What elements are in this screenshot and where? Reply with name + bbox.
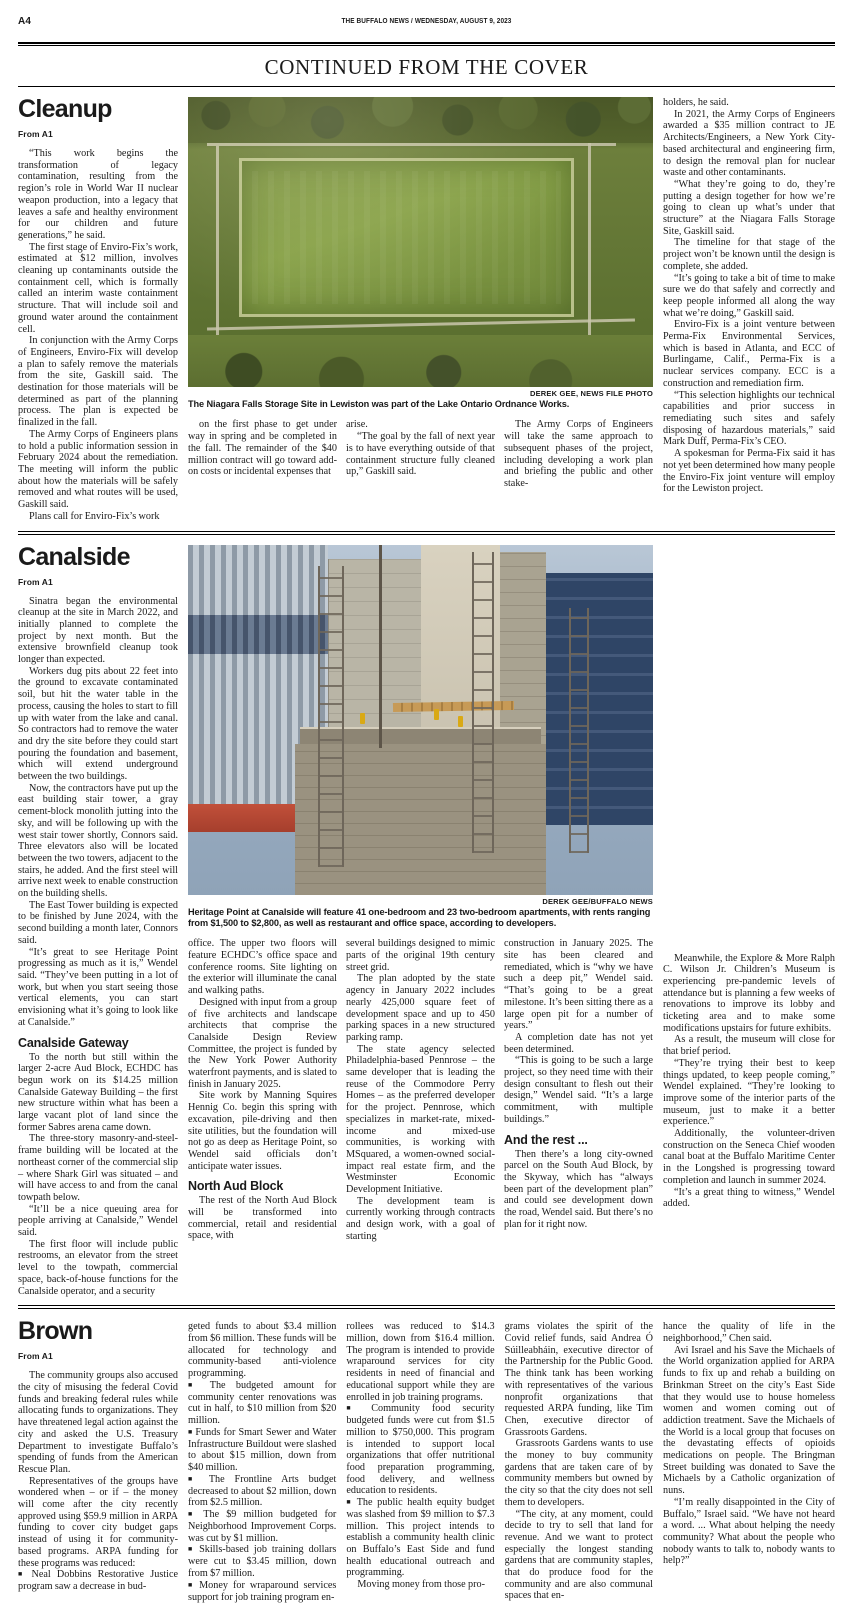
photo-caption: Heritage Point at Canalside will feature 41 one-bedroom and 23 two-bedroom apartments, with rents ranging from $1,500 to $2,800, as well as restaurant and office space, according to developers. bbox=[188, 906, 651, 928]
paragraph: The timeline for that stage of the project won’t be known until the design is complete, she added. bbox=[663, 237, 835, 272]
paragraph: The Army Corps of Engineers will take the same approach to subsequent phases of the project, including developing a work plan and briefing the public and other stake- bbox=[504, 419, 653, 489]
paragraph: geted funds to about $3.4 million from $6 million. These funds will be allocated for technology and community-based anti-violence programming. bbox=[188, 1321, 337, 1380]
paragraph: Moving money from those pro- bbox=[357, 1579, 485, 1591]
cleanup-column-2 bbox=[188, 419, 337, 489]
canalside-section-rule bbox=[18, 1305, 835, 1306]
folio-page-number: A4 bbox=[18, 15, 32, 27]
paragraph: The development team is currently working through contracts and design work, with a goal of starting bbox=[346, 1195, 495, 1242]
bullet-item: ■ The Frontline Arts budget decreased to about $2 million, down from $2.5 million. bbox=[188, 1474, 336, 1509]
bullet-item: ■ Neal Dobbins Restorative Justice program saw a decrease in bud- bbox=[18, 1569, 178, 1593]
bullet-item: ■ The public health equity budget was slashed from $9 million to $7.3 million. This project intends to establish a community health clinic on Buffalo’s East Side and fund health educational outreach and programming. bbox=[346, 1497, 494, 1579]
cleanup-column-5 bbox=[663, 97, 835, 523]
paragraph: Grassroots Gardens wants to use the money to buy community gardens that are taken care of by community members but owned by the city so that the city does not sell them to developers. bbox=[504, 1438, 653, 1508]
paragraph: Then there’s a long city-owned parcel on the South Aud Block, by the Skyway, which has “always been part of the development plan” and could see development down the road, Wendel said. But there’s no plan for it right now. bbox=[504, 1148, 653, 1230]
paragraph: The community groups also accused the city of misusing the federal Covid funds and breaking federal rules while allocating funds to organizations. They have threatened legal action against the city and asked the U.S. Treasury Department to investigate Buffalo’s spending of funds from the American Rescue Plan. bbox=[18, 1370, 178, 1475]
paragraph: Meanwhile, the Explore & More Ralph C. Wilson Jr. Children’s Museum is experiencing pre-pandemic levels of attendance but is planning a few weeks of renovations to improve its lobby and ticketing area and to make some modifications upstairs for future exhibits. bbox=[663, 952, 835, 1034]
article-canalside bbox=[18, 535, 835, 1298]
paragraph: “I’m really disappointed in the City of Buffalo,” Israel said. “We have not heard a word. ... What about helping the needy community? What about the people who nobody wants to talk to, nobody wants to help?” bbox=[662, 1496, 835, 1567]
paragraph: hance the quality of life in the neighborhood,” Chen said. bbox=[662, 1321, 835, 1344]
paragraph: As a result, the museum will close for that brief period. bbox=[663, 1034, 835, 1058]
worker-figure bbox=[458, 716, 463, 727]
masthead bbox=[18, 0, 835, 42]
paragraph: “They’re trying their best to keep things updated, to keep people coming,” Wendel explained. “They’re looking to improve some of the interior parts of the museum, just to make it a better experience.” bbox=[663, 1057, 835, 1128]
brown-headline: Brown bbox=[18, 1317, 93, 1346]
photo-credit bbox=[188, 387, 653, 399]
paragraph: “It’s great to see Heritage Point progressing as much as it is,” Wendel said. “They’ve been putting in a lot of work, but when you start seeing those vertical elements, you can start envisioning what it’s going to look like at Canalside.” bbox=[18, 946, 178, 1028]
paragraph: Avi Israel and his Save the Michaels of the World organization applied for ARPA funds to fix up and rehab a building on Brinkman Street on the city’s East Side that they would use to house homeless women and women coming out of addiction treatment. Save the Michaels of the World is a local group that focuses on the devastating effects of opioids medications on people. The Bringman Street building was donated to Save the Michaels by a Catholic organization of nuns. bbox=[662, 1344, 835, 1497]
cleanup-fromline: From A1 bbox=[18, 129, 53, 139]
brown-column-1 bbox=[18, 1319, 178, 1603]
paragraph: “It’ll be a nice queuing area for people arriving at Canalside,” Wendel said. bbox=[18, 1203, 178, 1239]
paragraph: holders, he said. bbox=[663, 97, 729, 108]
paragraph: on the first phase to get under way in spring and be completed in the fall. The remainder of the $40 million contract will go toward add-on costs or incidental expenses that bbox=[188, 419, 337, 478]
bullet-item: ■ Skills-based job training dollars were cut to $3.45 million, down from $7 million. bbox=[188, 1544, 336, 1579]
paragraph: “It’s going to take a bit of time to make sure we do that safely and correctly and keep people informed all along the way what we’re doing,” Gaskill said. bbox=[663, 272, 835, 319]
paragraph: grams violates the spirit of the Covid relief funds, said Andrea Ó Súilleabháin, executive director of the Partnership for the Public Good. The think tank has been working with representatives of the various nonprofit organizations that requested ARPA funding, like Tim Chen, executive director of Grassroots Gardens. bbox=[504, 1321, 653, 1438]
paragraph: rollees was reduced to $14.3 million, down from $16.4 million. The program is intended to provide wraparound services for city residents in need of financial and educational support while they are enrolled in job training programs. bbox=[346, 1321, 495, 1403]
paragraph: A spokesman for Perma-Fix said it has not yet been determined how many people the Enviro-Fix joint venture will employ for the Lewiston project. bbox=[663, 448, 835, 495]
photo-caption: The Niagara Falls Storage Site in Lewiston was part of the Lake Ontario Ordnance Works. bbox=[188, 399, 570, 409]
worker-figure bbox=[360, 713, 365, 724]
brown-column-2 bbox=[188, 1319, 336, 1603]
paragraph: “This work begins the transformation of legacy contamination, resulting from the region’s role in World War II nuclear weapon production, into a legacy that leaves a safe and healthy environment for our children and future generations,” he said. bbox=[18, 148, 178, 241]
paragraph: The East Tower building is expected to be finished by June 2024, with the second building a month later, Connors said. bbox=[18, 899, 178, 946]
bullet-item: ■ The budgeted amount for community center renovations was cut in half, to $10 million from $20 million. bbox=[188, 1380, 336, 1427]
paragraph: The plan adopted by the state agency in January 2022 includes nearly 425,000 square feet of development space and up to 450 parking spaces in a new structured parking ramp. bbox=[346, 973, 495, 1043]
paragraph: Designed with input from a group of five architects and landscape architects that comprise the Canalside Design Review Committee, the project is funded by the New York Power Authority waterfront payments, and is slated to finish in January 2025. bbox=[188, 996, 337, 1090]
paragraph: Representatives of the groups have wondered when – or if – the money will come after the city recently approved using $59.9 million in ARPA funding to cover city budget gaps instead of using it for community-based programs. ARPA funding for these programs was reduced: bbox=[18, 1475, 178, 1569]
paragraph: office. The upper two floors will feature ECHDC’s office space and conference rooms. Site lighting on the exterior will illuminate the canal and walking paths. bbox=[188, 938, 337, 997]
cleanup-section-rule bbox=[18, 531, 835, 532]
paragraph: In conjunction with the Army Corps of Engineers, Enviro-Fix will develop a plan to safely remove the materials from the site, Gaskill said. The destination for those materials will be determined as part of the planning process. The plan is expected be finalized in the fall. bbox=[18, 335, 178, 429]
canalside-column-5 bbox=[663, 545, 835, 1298]
brown-column-5 bbox=[663, 1319, 835, 1603]
canalside-column-2 bbox=[188, 938, 337, 1242]
paragraph: The first stage of Enviro-Fix’s work, estimated at $12 million, involves cleaning up contaminants outside the containment cell, which is formally called an interim waste containment structure. That will include soil and ground water around the containment cell. bbox=[18, 241, 178, 335]
paragraph: In 2021, the Army Corps of Engineers awarded a $35 million contract to JE Architects/Engineers, a New York City-based architectural and engineering firm, to design the removal plan for nuclear waste and other contaminants. bbox=[663, 108, 835, 179]
brown-column-3 bbox=[346, 1319, 494, 1603]
section-banner-label: CONTINUED FROM THE COVER bbox=[264, 55, 589, 79]
photo-credit-name: DEREK GEE bbox=[529, 389, 576, 398]
bullet-item: ■ The $9 million budgeted for Neighborhood Improvement Corps. was cut by $1 million. bbox=[188, 1509, 336, 1544]
masthead-slug: THE BUFFALO NEWS / WEDNESDAY, AUGUST 9, 2023 bbox=[341, 17, 512, 25]
canalside-column-3 bbox=[346, 938, 495, 1242]
article-brown bbox=[18, 1309, 835, 1603]
paragraph: Enviro-Fix is a joint venture between Perma-Fix Environmental Services, which is based in Atlanta, and ECC of Burlingame, Calif., Perma-Fix is a nuclear services company. ECC is a construction and remediation firm. bbox=[663, 319, 835, 389]
cleanup-column-1 bbox=[18, 97, 178, 523]
paragraph: The first floor will include public restrooms, an elevator from the street level to the towpath, commercial space, back-of-house functions for the Canalside operator, and a security bbox=[18, 1238, 178, 1297]
paragraph: “The goal by the fall of next year is to have everything outside of that containment structure fully cleaned up,” Gaskill said. bbox=[346, 431, 495, 478]
paragraph: Plans call for Enviro-Fix’s work bbox=[29, 510, 160, 522]
paragraph: several buildings designed to mimic parts of the original 19th century street grid. bbox=[346, 938, 495, 973]
section-banner bbox=[18, 46, 835, 86]
canalside-column-4 bbox=[504, 938, 653, 1242]
paragraph: “It’s a great thing to witness,” Wendel added. bbox=[663, 1186, 835, 1210]
paragraph: “This is going to be such a large project, so they need time with their design consultant to flesh out their design,” Wendel said. “It’s a large commitment, with multiple buildings.” bbox=[504, 1055, 653, 1125]
canalside-fromline: From A1 bbox=[18, 576, 53, 587]
brown-fromline: From A1 bbox=[18, 1351, 53, 1362]
paragraph: “This selection highlights our technical capabilities and prior success in remediating such sites and safely disposing of hazardous materials,” said Mark Duff, Perma-Fix’s CEO. bbox=[663, 389, 835, 448]
paragraph: Sinatra began the environmental cleanup at the site in March 2022, and initially planned to complete the project by next month. But the extensive brownfield cleanup took longer than expected. bbox=[18, 595, 178, 666]
paragraph: The rest of the North Aud Block will be transformed into commercial, retail and residential space, with bbox=[188, 1195, 337, 1242]
photo-credit-source: , NEWS FILE PHOTO bbox=[575, 389, 653, 398]
paragraph: Site work by Manning Squires Hennig Co. begin this spring with excavation, pile-driving and then site utilities, but the foundation will not go as deep as Heritage Point, so Wendel said officials don’t anticipate water issues. bbox=[188, 1090, 337, 1172]
bullet-item: ■ Funds for Smart Sewer and Water Infrastructure Buildout were slashed to about $15 million, down from $40 million. bbox=[188, 1427, 336, 1474]
paragraph: To the north but still within the larger 2-acre Aud Block, ECHDC has begun work on its $14.25 million Canalside Gateway Building – the first new structure within what has been a large vacant plot of land since the former Sabres arena came down. bbox=[18, 1051, 178, 1133]
bullet-item: ■ Community food security budgeted funds were cut from $1.5 million to $750,000. This program is intended to support local organizations that offer nutritional food preparation programming, food delivery, and wellness education to residents. bbox=[346, 1403, 494, 1497]
bullet-item: ■ Money for wraparound services support for job training program en- bbox=[188, 1580, 336, 1603]
paragraph: Additionally, the volunteer-driven construction on the Seneca Chief wooden canal boat at the Buffalo Maritime Center in the Longshed is progressing toward completion and launch in summer 2024. bbox=[663, 1128, 835, 1186]
paragraph: “What they’re going to do, they’re putting a design together for how we’re going to clean up what’s under that structure” at the Niagara Falls Storage Site, Gaskill said. bbox=[663, 178, 835, 237]
paragraph: construction in January 2025. The site has been cleared and remediated, which is “why we have such a deep pit,” Wendel said. “That’s going to be a great milestone. It’s been sitting there as a large open pit for a number of years.” bbox=[504, 938, 653, 1032]
paragraph: A completion date has not yet been determined. bbox=[504, 1031, 653, 1055]
canalside-column-1 bbox=[18, 542, 178, 1298]
worker-figure bbox=[434, 709, 439, 720]
canalside-center-block bbox=[188, 545, 653, 1298]
and-the-rest-subhead: And the rest ... bbox=[504, 1132, 588, 1147]
photo-heritage-point-construction bbox=[188, 545, 653, 895]
paragraph: The three-story masonry-and-steel-frame building will be located at the northeast corner of the commercial slip – where Shark Girl was situated – and will have access to and from the canal towpath below. bbox=[18, 1133, 178, 1203]
canalside-headline: Canalside bbox=[18, 542, 130, 571]
paragraph: Workers dug pits about 22 feet into the ground to excavate contaminated soil, but hit the water table in the process, causing the holes to start to fill up with water from the lake and canal. So contractors had to remove the water and dry the site before they could start pouring the foundation and basement, which will extend underground between the two buildings. bbox=[18, 665, 178, 783]
brown-column-4 bbox=[505, 1319, 653, 1603]
cleanup-headline: Cleanup bbox=[18, 95, 112, 123]
canalside-gateway-subhead: Canalside Gateway bbox=[18, 1035, 129, 1050]
paragraph: Now, the contractors have put up the east building stair tower, a gray cement-block monolith jutting into the sky, and will be following up with the west stair tower shortly, Connors said. Three elevators also will be located between the two towers, adjacent to the stairs, he added. And the first steel will arrive next week to enable construction on the building shells. bbox=[18, 782, 178, 900]
paragraph: The state agency selected Philadelphia-based Pennrose – the same developer that is leading the reuse of the Commodore Perry Homes – as the preferred developer for the project. Pennrose, which specializes in market-rate, mixed-income and mixed-use communities, is working with MSquared, a women-owned social-impact real estate firm, and the Westminster Economic Development Initiative. bbox=[346, 1043, 495, 1196]
paragraph: “The city, at any moment, could decide to try to sell that land for revenue. And we want to protect especially the longest standing gardens that are community staples, that do produce food for the community and are also communal spaces that en- bbox=[504, 1508, 653, 1602]
photo-credit: DEREK GEE/BUFFALO NEWS bbox=[542, 896, 653, 906]
cleanup-column-3 bbox=[346, 419, 495, 489]
north-aud-block-subhead: North Aud Block bbox=[188, 1179, 284, 1194]
paragraph: arise. bbox=[346, 419, 368, 431]
cleanup-center-block bbox=[188, 97, 653, 523]
paragraph: The Army Corps of Engineers plans to hold a public information session in February 2024 about the remediation. The meeting will inform the public about how the materials will be safely removed and what routes will be used, Gaskill said. bbox=[18, 428, 178, 511]
photo-niagara-falls-storage-site bbox=[188, 97, 653, 387]
article-cleanup bbox=[18, 87, 835, 523]
cleanup-column-4 bbox=[504, 419, 653, 489]
